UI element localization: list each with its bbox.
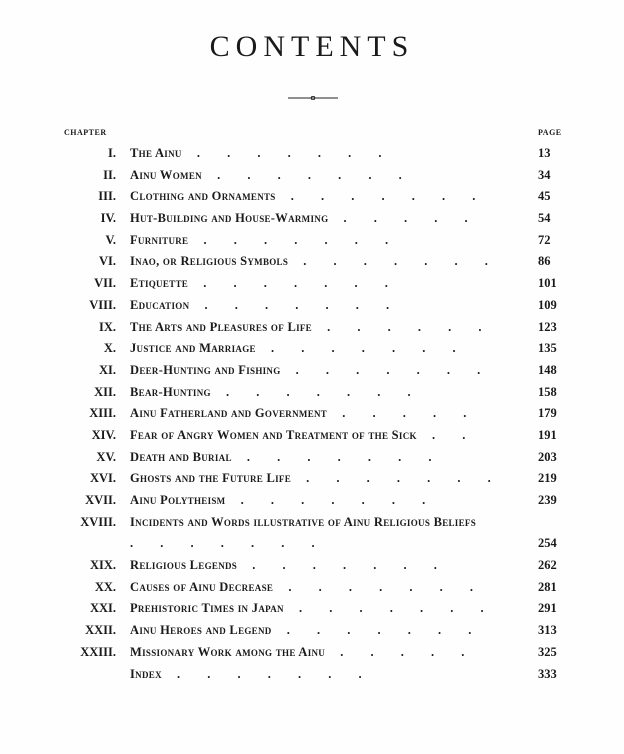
page-number: 45 [538,189,551,204]
page-number: 72 [538,232,551,247]
page-number: 148 [538,362,557,377]
page-number: 101 [538,276,557,291]
page-number: 254 [538,536,557,551]
chapter-title: The Ainu . . . . . . . [130,146,394,160]
toc-entry[interactable] [0,512,624,555]
toc-entry[interactable] [0,186,624,208]
page-number: 86 [538,254,551,269]
toc-entry[interactable] [0,403,624,425]
toc-entry[interactable] [0,295,624,317]
page-number: 219 [538,471,557,486]
chapter-number: VI. [98,254,116,269]
chapter-title: Hut-Building and House-Warming . . . . . [130,211,480,226]
page-number: 135 [538,341,557,356]
chapter-title: Deer-Hunting and Fishing . . . . . . . [130,362,493,377]
toc-entry[interactable] [0,360,624,382]
chapter-number: XXIII. [80,644,116,659]
page-number: 34 [538,167,551,182]
chapter-number: III. [98,189,116,204]
chapter-column-header: CHAPTER [64,128,107,137]
toc-entry[interactable] [0,208,624,230]
chapter-number: XXI. [89,601,116,616]
toc-entry[interactable] [0,555,624,577]
chapter-title: Etiquette . . . . . . . [130,276,400,291]
chapter-title: The Arts and Pleasures of Life . . . . . . [130,319,494,334]
chapter-title: Prehistoric Times in Japan . . . . . . . [130,601,496,616]
toc-entry[interactable] [0,642,624,664]
chapter-title: Causes of Ainu Decrease . . . . . . . [130,579,485,594]
chapter-number: XVII. [85,493,116,507]
chapter-title: Religious Legends . . . . . . . [130,558,449,573]
page-number: 333 [538,666,557,681]
toc-entry[interactable] [0,598,624,620]
chapter-title: Bear-Hunting . . . . . . . [130,384,423,399]
toc-entry[interactable] [0,447,624,469]
chapter-number: X. [103,341,116,356]
chapter-number: XIX. [89,558,116,573]
chapter-number: XVIII. [80,514,116,529]
toc-entry[interactable] [0,317,624,339]
page-number: 239 [538,493,557,507]
page-number: 54 [538,211,551,226]
page-number: 281 [538,579,557,594]
chapter-number: XV. [96,449,116,464]
toc-entry[interactable] [0,577,624,599]
toc-entry[interactable] [0,468,624,490]
chapter-number: XVI. [89,471,116,486]
chapter-title: Incidents and Words illustrative of Ainu Religious Beliefs . . . . . . . [130,514,477,551]
chapter-number: XX. [94,579,116,594]
toc-entry[interactable] [0,143,624,165]
chapter-number: I. [108,146,116,160]
chapter-number: XII. [94,384,116,399]
chapter-number: V. [105,232,116,247]
page-number: 191 [538,427,557,442]
chapter-title: Fear of Angry Women and Treatment of the Sick . . [130,427,478,442]
page-number: 262 [538,558,557,573]
page-number: 13 [538,146,551,160]
page-column-header: PAGE [538,128,562,137]
chapter-number: VII. [94,276,116,291]
page-number: 123 [538,319,557,334]
toc-entry[interactable] [0,230,624,252]
toc-entry[interactable] [0,273,624,295]
chapter-title: Index . . . . . . . [130,666,374,681]
chapter-title: Ainu Polytheism . . . . . . . [130,493,438,507]
toc-entry[interactable] [0,664,624,686]
chapter-number: VIII. [89,297,116,312]
chapter-number: XI. [98,362,116,377]
chapter-title: Inao, or Religious Symbols . . . . . . . [130,254,500,269]
ornament-divider [288,96,338,100]
toc-entry[interactable] [0,382,624,404]
toc-entry[interactable] [0,165,624,187]
page-number: 179 [538,406,557,421]
chapter-number: XIV. [91,427,116,442]
page-number: 313 [538,623,557,638]
page-number: 291 [538,601,557,616]
page-number: 203 [538,449,557,464]
toc-entry[interactable] [0,338,624,360]
chapter-number: IX. [98,319,116,334]
toc-entry[interactable] [0,425,624,447]
page-number: 158 [538,384,557,399]
chapter-title: Education . . . . . . . [130,297,402,312]
chapter-title: Furniture . . . . . . . [130,232,401,247]
chapter-title: Death and Burial . . . . . . . [130,449,444,464]
chapter-title: Clothing and Ornaments . . . . . . . [130,189,488,204]
chapter-title: Ghosts and the Future Life . . . . . . . [130,471,503,486]
chapter-title: Ainu Women . . . . . . . [130,167,414,182]
toc-entry[interactable] [0,490,624,512]
chapter-number: XIII. [89,406,116,421]
page-number: 325 [538,644,557,659]
page-title: CONTENTS [209,30,415,63]
chapter-title: Ainu Heroes and Legend . . . . . . . [130,623,484,638]
page-number: 109 [538,297,557,312]
contents-list [0,143,624,685]
chapter-title: Missionary Work among the Ainu . . . . . [130,644,477,659]
chapter-number: IV. [100,211,116,226]
chapter-title: Justice and Marriage . . . . . . . [130,341,468,356]
chapter-title: Ainu Fatherland and Government . . . . . [130,406,479,421]
chapter-number: XXII. [85,623,116,638]
chapter-number: II. [103,167,116,182]
toc-entry[interactable] [0,251,624,273]
toc-entry[interactable] [0,620,624,642]
